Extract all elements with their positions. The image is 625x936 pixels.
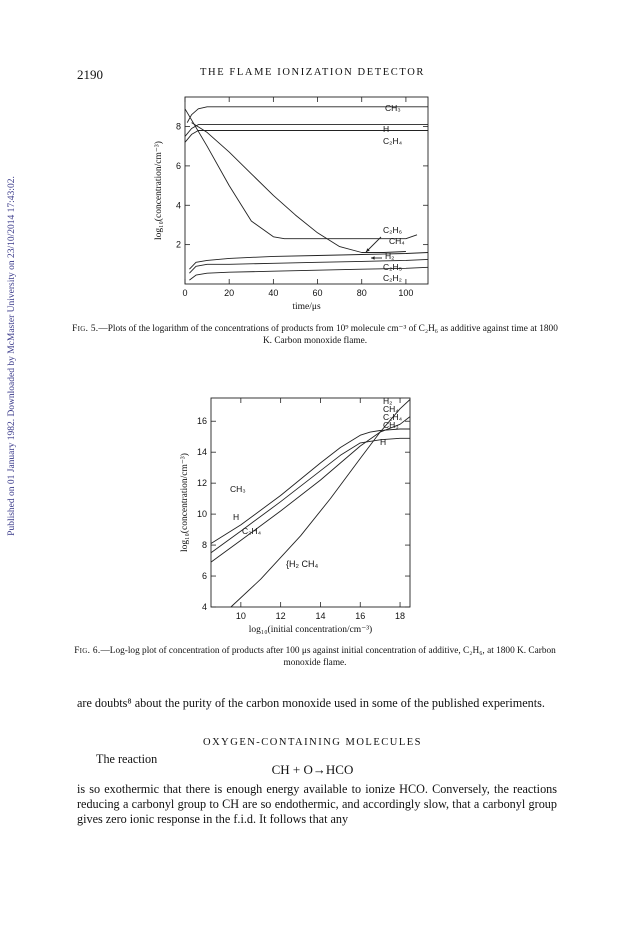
reaction-lead-text: The reaction xyxy=(96,752,158,766)
fig5-y-tick-label: 8 xyxy=(175,121,181,132)
fig6-series-label: CH₃ xyxy=(230,484,246,494)
fig5-x-tick-label: 80 xyxy=(356,288,367,298)
fig5-series-label: CH₄ xyxy=(389,236,405,246)
figure6-caption xyxy=(70,645,560,669)
fig5-x-axis-label: time/μs xyxy=(292,302,321,312)
fig5-series-label: C₂H₆ xyxy=(383,225,403,235)
fig5-series-label: CH₃ xyxy=(385,103,401,113)
fig5-x-tick-label: 0 xyxy=(182,288,188,298)
fig6-series-label: CH₄ xyxy=(383,404,399,414)
fig6-y-axis-label: log₁₀(concentration/cm⁻³) xyxy=(180,453,190,552)
fig6-y-tick-label: 16 xyxy=(196,416,207,427)
fig5-y-tick-label: 4 xyxy=(175,200,181,211)
fig5-x-tick-label: 100 xyxy=(398,288,414,298)
fig6-y-tick-label: 8 xyxy=(201,540,207,551)
fig5-series-label: C₂H₅ xyxy=(383,262,403,272)
fig6-series-label: C₂H₄ xyxy=(242,526,262,536)
fig5-y-tick-label: 6 xyxy=(175,160,181,171)
fig5-label-arrowhead xyxy=(371,256,375,259)
fig5-series-label: H xyxy=(383,124,390,134)
download-sidebar-note: Published on 01 January 1982. Downloaded by McMaster University on 23/10/2014 17:43:02. xyxy=(7,176,17,536)
fig6-series-label: C₂H₄ xyxy=(383,412,403,422)
fig5-y-tick-label: 2 xyxy=(175,239,181,250)
fig5-y-axis-label: log₁₀(concentration/cm⁻³) xyxy=(154,141,164,240)
fig6-series-label: H xyxy=(380,437,387,447)
fig6-series-label: H₂ xyxy=(383,396,393,406)
fig6-series-label: CH₃ xyxy=(383,420,399,430)
fig5-x-tick-label: 40 xyxy=(268,288,279,298)
fig6-x-tick-label: 12 xyxy=(275,611,286,621)
figure5-caption-lead: Fig. 5. xyxy=(72,324,99,334)
fig6-series-line-1 xyxy=(211,438,410,553)
fig6-y-tick-label: 10 xyxy=(196,509,207,520)
fig6-y-tick-label: 6 xyxy=(201,571,207,582)
fig6-x-axis-label: log₁₀(initial concentration/cm⁻³) xyxy=(248,625,373,635)
fig6-x-tick-label: 10 xyxy=(235,611,246,621)
fig6-x-tick-label: 18 xyxy=(395,611,406,621)
body-paragraph-1: are doubts⁸ about the purity of the carbon monoxide used in some of the published experiments. xyxy=(77,696,545,710)
fig5-series-line-4 xyxy=(192,123,406,253)
figure5-caption xyxy=(70,323,560,347)
fig5-x-tick-label: 20 xyxy=(224,288,235,298)
fig6-y-tick-label: 14 xyxy=(196,447,207,458)
figure5-caption-text: —Plots of the logarithm of the concentrations of products from 10⁹ molecule cm⁻³ of C₂H₆ as additive against time at 1800 K. Carbon monoxide flame. xyxy=(98,324,558,346)
body-paragraph-2: is so exothermic that there is enough energy available to ionize HCO. Conversely, the reactions reducing a carbonyl group to CH are so endothermic, and accordingly slow, that a carbonyl group gives zero ionic response in the f.i.d. It follows that any xyxy=(77,782,557,826)
fig6-y-tick-label: 4 xyxy=(201,602,207,612)
fig5-x-tick-label: 60 xyxy=(312,288,323,298)
fig5-series-label: H₂ xyxy=(385,251,395,261)
fig6-x-tick-label: 16 xyxy=(355,611,366,621)
fig5-series-label: C₂H₄ xyxy=(383,136,403,146)
fig6-x-tick-label: 14 xyxy=(315,611,326,621)
fig6-annotation: {H₂ CH₄ xyxy=(286,559,319,569)
figure6-caption-text: —Log-log plot of concentration of products after 100 μs against initial concentration of additive, C₂H₆, at 1800 K. Carbon monoxide flame. xyxy=(100,646,556,668)
running-title: THE FLAME IONIZATION DETECTOR xyxy=(200,67,425,78)
section-heading: OXYGEN-CONTAINING MOLECULES xyxy=(202,737,422,748)
page-number: 2190 xyxy=(77,67,103,82)
fig5-series-label: C₂H₂ xyxy=(383,273,402,283)
fig6-plot-frame xyxy=(211,398,410,607)
fig6-y-tick-label: 12 xyxy=(196,478,207,489)
figure6-caption-lead: Fig. 6. xyxy=(74,646,101,656)
reaction-equation: CH + O→HCO xyxy=(271,762,354,777)
fig6-series-label: H xyxy=(233,512,240,522)
